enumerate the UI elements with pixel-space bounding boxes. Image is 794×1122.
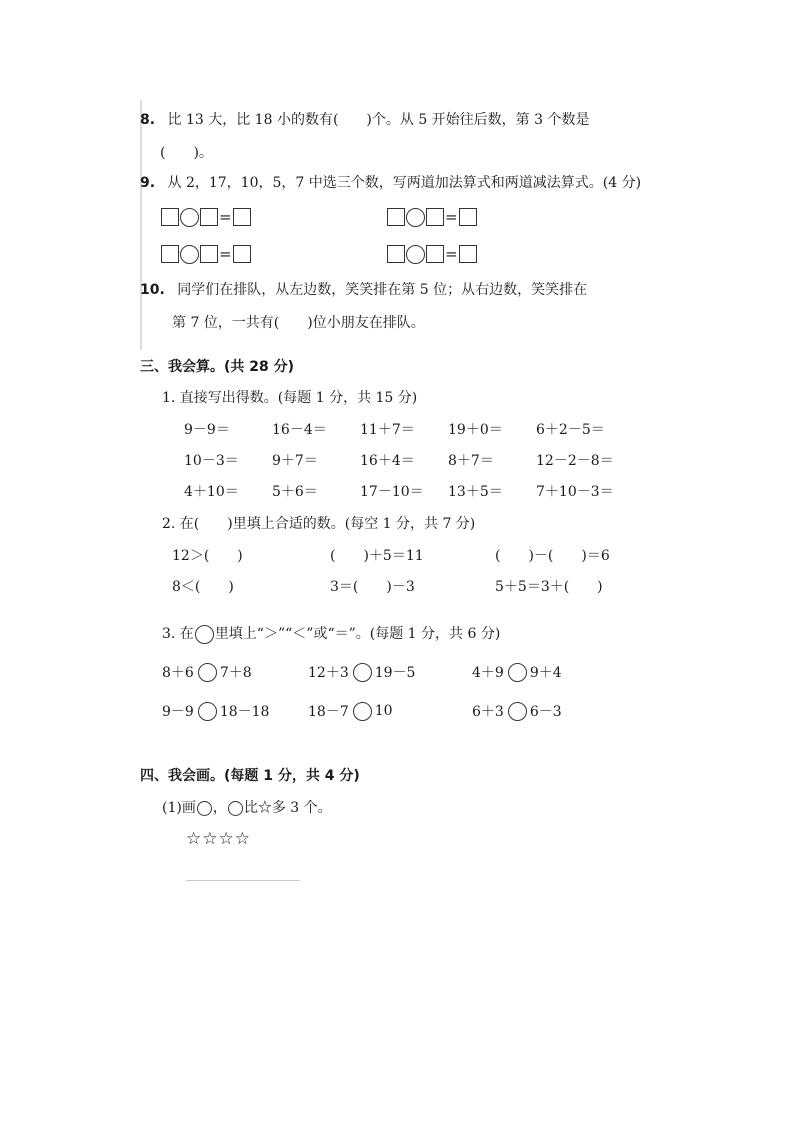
fill-in-blank[interactable]: 8＜( ) [172,579,234,595]
comparison-item [162,661,252,683]
comparison-left: 4＋9 [472,665,504,681]
equation-template-4[interactable] [387,243,477,265]
answer-box[interactable] [459,245,477,263]
fill-in-blank[interactable]: 5＋5＝3＋( ) [495,579,603,595]
margin-rule [140,100,142,350]
question-10-line2: 第 7 位，一共有( )位小朋友在排队。 [172,315,425,331]
comparison-right: 19－5 [374,665,416,681]
fill-in-blank[interactable]: 3＝( )－3 [330,579,415,595]
question-text: 从 2，17，10，5，7 中选三个数，写两道加法算式和两道减法算式。(4 分) [167,175,642,191]
comparison-item [472,700,562,722]
operator-circle[interactable] [180,208,199,227]
comparison-right: 6－3 [529,704,562,720]
comparison-item [308,661,415,683]
answer-box[interactable] [233,245,251,263]
math-problem: 8＋7＝ [448,453,494,469]
answer-box[interactable] [426,245,444,263]
circle-icon [197,801,212,816]
question-number: 9. [140,175,156,191]
comparison-right: 9＋4 [529,665,562,681]
question-8 [140,110,589,130]
comparison-left: 9－9 [162,704,194,720]
part-2-title: 2. 在( )里填上合适的数。(每空 1 分，共 7 分) [162,516,476,532]
question-number: 8. [140,112,156,128]
answer-box[interactable] [200,208,218,226]
section-3-title: 三、我会算。(共 28 分) [140,359,295,375]
comparison-item [162,700,269,722]
question-text: 同学们在排队，从左边数，笑笑排在第 5 位；从右边数，笑笑排在 [177,282,588,298]
comparison-circle[interactable] [198,663,217,682]
drawing-answer-line[interactable] [186,880,300,881]
math-problem: 9＋7＝ [272,453,318,469]
math-problem: 6＋2－5＝ [536,422,605,438]
answer-box[interactable] [459,208,477,226]
operator-circle[interactable] [180,245,199,264]
comparison-right: 7＋8 [219,665,252,681]
fill-in-blank[interactable]: 12＞( ) [172,548,243,564]
math-problem: 17－10＝ [360,484,424,500]
comparison-item [308,700,393,722]
fill-in-blank[interactable]: ( )－( )＝6 [495,548,610,564]
equation-template-3[interactable] [161,243,251,265]
equals-sign: = [219,245,232,263]
comparison-right: 10 [374,703,393,719]
equals-sign: = [445,208,458,226]
answer-box[interactable] [387,208,405,226]
part-3-title-suffix: 里填上“＞”“＜”或“＝”。(每题 1 分，共 6 分) [214,626,501,642]
math-problem: 10－3＝ [184,453,239,469]
math-problem: 11＋7＝ [360,422,415,438]
part-3-title [162,624,500,644]
math-problem: 5＋6＝ [272,484,318,500]
question-10 [140,280,587,300]
comparison-circle[interactable] [353,663,372,682]
circle-icon [195,625,214,644]
comparison-circle[interactable] [353,702,372,721]
math-problem: 16－4＝ [272,422,327,438]
answer-box[interactable] [200,245,218,263]
drawing-question-prefix: (1)画 [162,800,196,816]
answer-box[interactable] [387,245,405,263]
math-problem: 12－2－8＝ [536,453,614,469]
question-9 [140,173,641,193]
comparison-left: 8＋6 [162,665,194,681]
math-problem: 16＋4＝ [360,453,415,469]
equation-template-1[interactable] [161,206,251,228]
drawing-question-suffix: 比☆多 3 个。 [243,800,332,816]
question-number: 10. [140,282,165,298]
section-4-title: 四、我会画。(每题 1 分，共 4 分) [140,768,360,784]
drawing-question-1 [162,798,332,818]
comparison-circle[interactable] [508,702,527,721]
fill-in-blank[interactable]: ( )＋5＝11 [330,548,424,564]
answer-box[interactable] [233,208,251,226]
comparison-left: 12＋3 [308,665,349,681]
math-problem: 4＋10＝ [184,484,239,500]
answer-box[interactable] [161,208,179,226]
operator-circle[interactable] [406,245,425,264]
drawing-question-separator: ， [212,800,227,816]
star-row: ☆☆☆☆ [186,829,251,849]
math-problem: 19＋0＝ [448,422,503,438]
equals-sign: = [219,208,232,226]
question-text: 比 13 大，比 18 小的数有( )个。从 5 开始往后数，第 3 个数是 [167,112,590,128]
math-problem: 7＋10－3＝ [536,484,614,500]
comparison-circle[interactable] [198,702,217,721]
part-1-title: 1. 直接写出得数。(每题 1 分，共 15 分) [162,390,418,406]
comparison-circle[interactable] [508,663,527,682]
equation-template-2[interactable] [387,206,477,228]
part-3-title-prefix: 3. 在 [162,626,194,642]
comparison-right: 18－18 [219,704,270,720]
question-8-line2: ( )。 [160,145,213,161]
comparison-left: 6＋3 [472,704,504,720]
answer-box[interactable] [161,245,179,263]
circle-icon [228,801,243,816]
operator-circle[interactable] [406,208,425,227]
comparison-item [472,661,562,683]
comparison-left: 18－7 [308,704,349,720]
math-problem: 9－9＝ [184,422,230,438]
equals-sign: = [445,245,458,263]
math-problem: 13＋5＝ [448,484,503,500]
answer-box[interactable] [426,208,444,226]
